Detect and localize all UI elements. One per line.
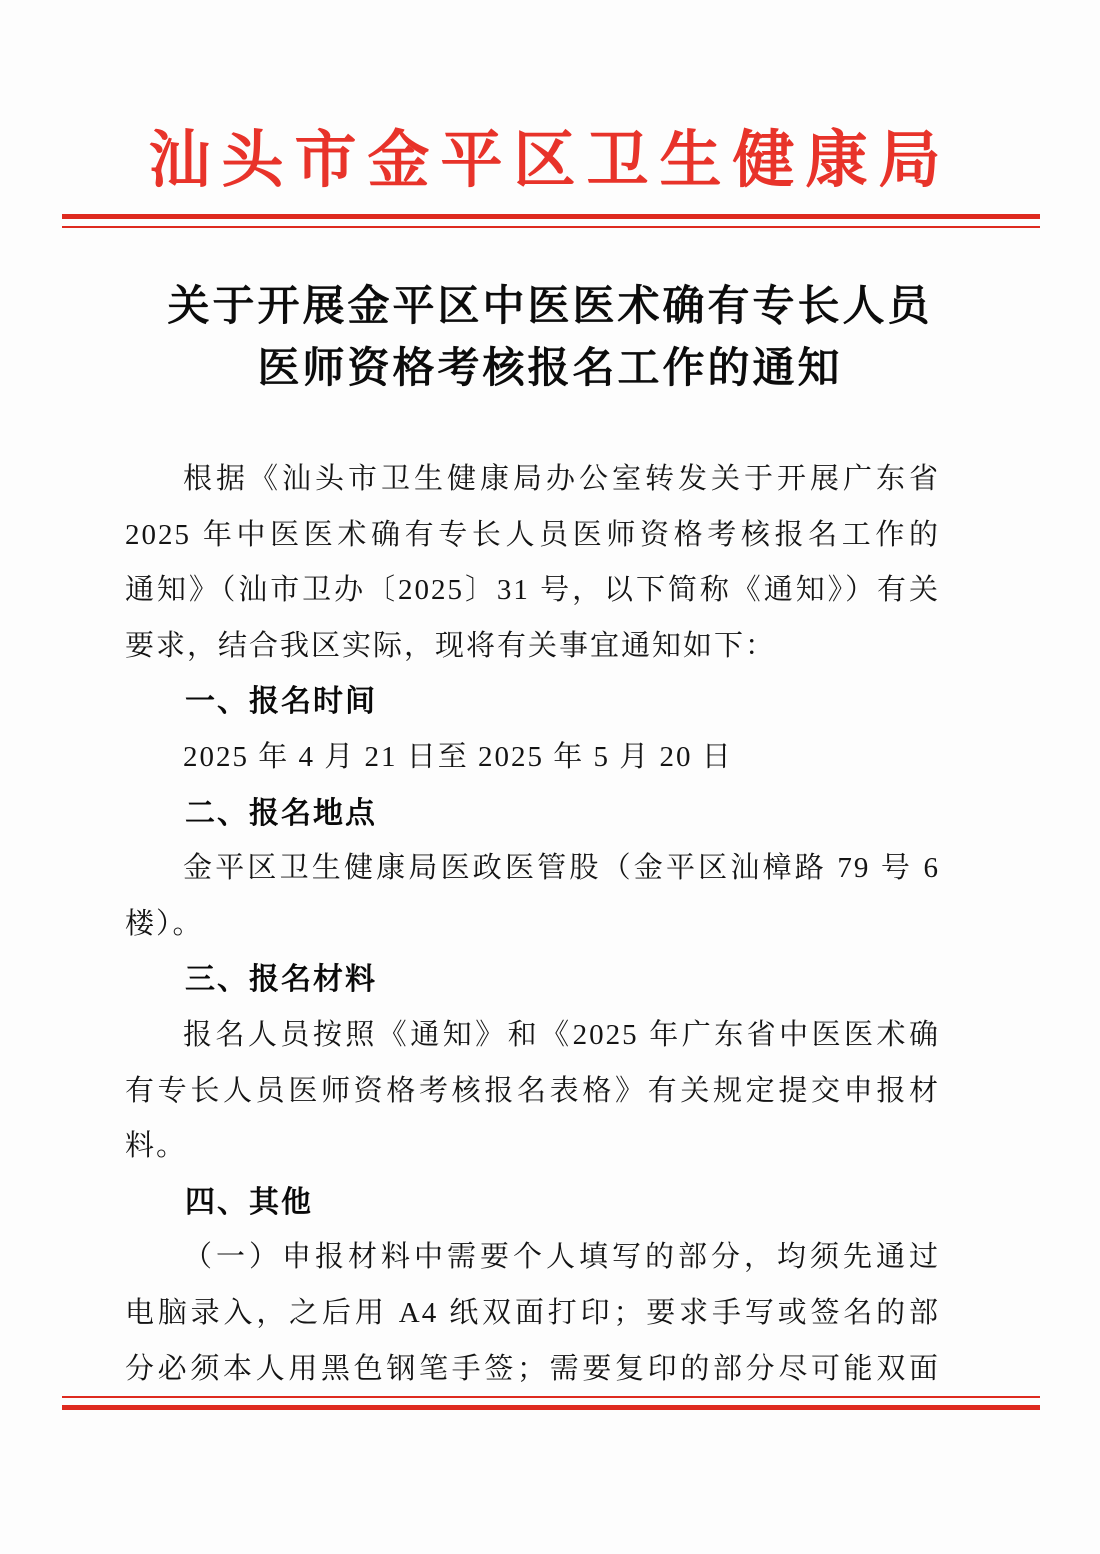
agency-header-title: 汕头市金平区卫生健康局 bbox=[148, 127, 952, 195]
body-line: 金平区卫生健康局医政医管股（金平区汕樟路 79 号 6 bbox=[183, 852, 940, 885]
header-rule-thick-line bbox=[62, 214, 1040, 219]
body-line: 电脑录入，之后用 A4 纸双面打印；要求手写或签名的部 bbox=[125, 1296, 940, 1329]
body-line: 有专长人员医师资格考核报名表格》有关规定提交申报材 bbox=[125, 1074, 940, 1107]
body-line: 料。 bbox=[125, 1130, 188, 1163]
body-line: 通知》（汕市卫办〔2025〕31 号，以下简称《通知》）有关 bbox=[125, 574, 940, 607]
footer-rule-thick-line bbox=[62, 1405, 1040, 1410]
body-line: 分必须本人用黑色钢笔手签；需要复印的部分尽可能双面 bbox=[125, 1352, 940, 1385]
body-line: 报名人员按照《通知》和《2025 年广东省中医医术确 bbox=[183, 1018, 940, 1051]
document-title-line-2: 医师资格考核报名工作的通知 bbox=[257, 346, 843, 392]
body-line: 2025 年中医医术确有专长人员医师资格考核报名工作的 bbox=[125, 518, 940, 551]
footer-rule-thin-line bbox=[62, 1396, 1040, 1398]
body-line: 根据《汕头市卫生健康局办公室转发关于开展广东省 bbox=[183, 463, 940, 495]
footer-red-rule bbox=[62, 1396, 1040, 1410]
document-title-line-1: 关于开展金平区中医医术确有专长人员 bbox=[167, 284, 933, 330]
section-heading: 三、报名材料 bbox=[185, 963, 377, 997]
section-heading: 四、其他 bbox=[185, 1185, 313, 1219]
document-body bbox=[125, 452, 940, 1397]
header-red-rule bbox=[62, 214, 1040, 228]
section-heading: 一、报名时间 bbox=[185, 685, 377, 719]
body-line: （一）申报材料中需要个人填写的部分，均须先通过 bbox=[183, 1241, 940, 1274]
body-line: 2025 年 4 月 21 日至 2025 年 5 月 20 日 bbox=[183, 740, 733, 773]
header-rule-thin-line bbox=[62, 226, 1040, 228]
document-title bbox=[0, 276, 1100, 400]
body-line: 要求，结合我区实际，现将有关事宜通知如下： bbox=[125, 629, 777, 662]
section-heading: 二、报名地点 bbox=[185, 796, 377, 830]
body-line: 楼）。 bbox=[125, 907, 204, 940]
